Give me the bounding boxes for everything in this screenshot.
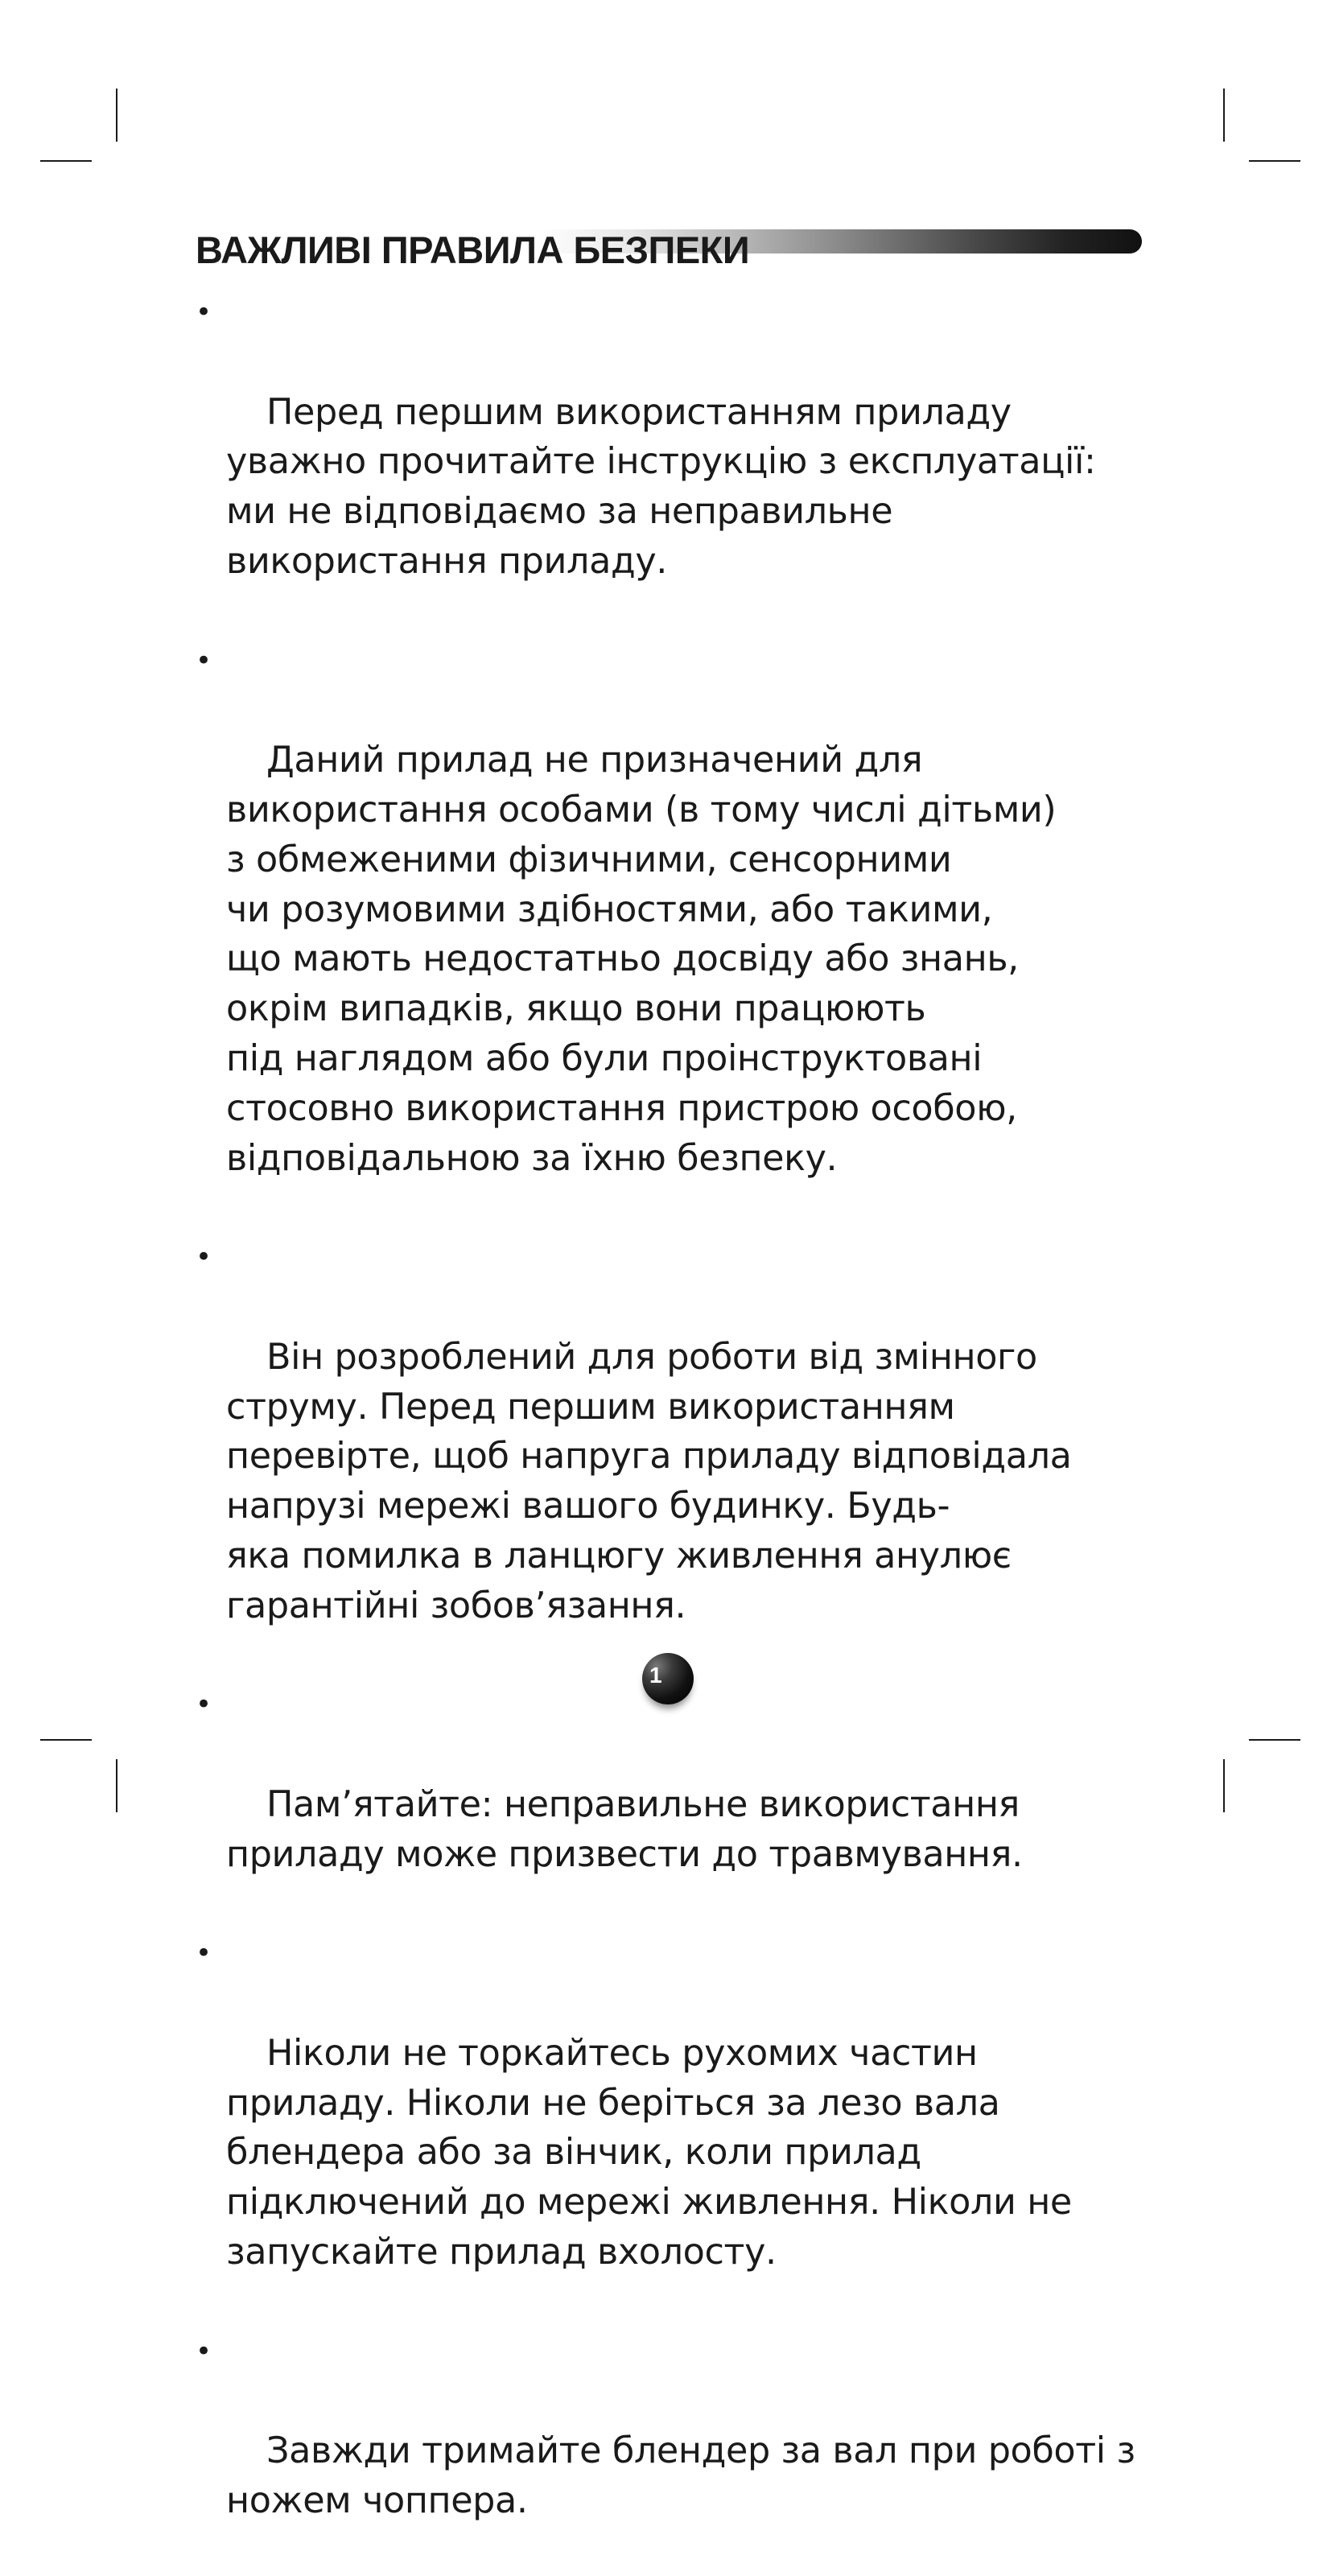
bullet-icon: • <box>196 1688 212 1721</box>
list-item <box>196 1233 1193 1680</box>
crop-mark-top-left-horizontal <box>40 160 92 162</box>
section-header <box>196 227 1142 274</box>
list-item <box>196 2327 1193 2576</box>
page-number: 1 <box>649 1663 662 1688</box>
crop-mark-top-right-vertical <box>1223 89 1225 142</box>
list-item <box>196 1680 1193 1929</box>
bullet-icon: • <box>196 296 212 328</box>
rule-text: Ніколи не торкайтесь рухомих частин приладу. Ніколи не беріться за лезо вала блендера або за вінчик, коли прилад підключений до мережі живлення. Ніколи не запускайте прилад вхолосту. <box>226 2032 1072 2273</box>
crop-mark-bottom-left-horizontal <box>40 1739 92 1741</box>
bullet-icon: • <box>196 1937 212 1970</box>
bullet-icon: • <box>196 2335 212 2368</box>
rule-text: Перед першим використанням приладу уважно прочитайте інструкцію з експлуатації: ми не відповідаємо за неправильне використання приладу. <box>226 391 1096 582</box>
rule-text: Пам’ятайте: неправильне використання приладу може призвести до травмування. <box>226 1783 1023 1875</box>
crop-mark-bottom-right-vertical <box>1223 1759 1225 1812</box>
bullet-icon: • <box>196 1241 212 1274</box>
safety-rules-list <box>196 288 1193 2576</box>
crop-mark-top-right-horizontal <box>1249 160 1300 162</box>
bullet-icon: • <box>196 644 212 677</box>
list-item <box>196 288 1193 637</box>
list-item <box>196 637 1193 1234</box>
crop-mark-bottom-right-horizontal <box>1249 1739 1300 1741</box>
rule-text: Завжди тримайте блендер за вал при роботі з ножем чоппера. <box>226 2430 1135 2522</box>
list-item <box>196 1929 1193 2327</box>
crop-mark-top-left-vertical <box>116 89 117 142</box>
page-number-badge <box>642 1653 694 1704</box>
crop-mark-bottom-left-vertical <box>116 1759 117 1812</box>
rule-text: Він розроблений для роботи від змінного струму. Перед першим використанням перевірте, щоб напруга приладу відповідала напрузі мережі вашого будинку. Будь- яка помилка в ланцюгу живлення анулює гарантійні зобов’язання. <box>226 1336 1072 1626</box>
rule-text: Даний прилад не призначений для використання особами (в тому числі дітьми) з обмеженими фізичними, сенсорними чи розумовими здібностями, або такими, що мають недостатньо досвіду або знань, окрім випадків, якщо вони працюють під наглядом або були проінструктовані стосовно використання пристрою особою, відповідальною за їхню безпеку. <box>226 740 1057 1179</box>
page-title: ВАЖЛИВІ ПРАВИЛА БЕЗПЕКИ <box>196 229 750 271</box>
